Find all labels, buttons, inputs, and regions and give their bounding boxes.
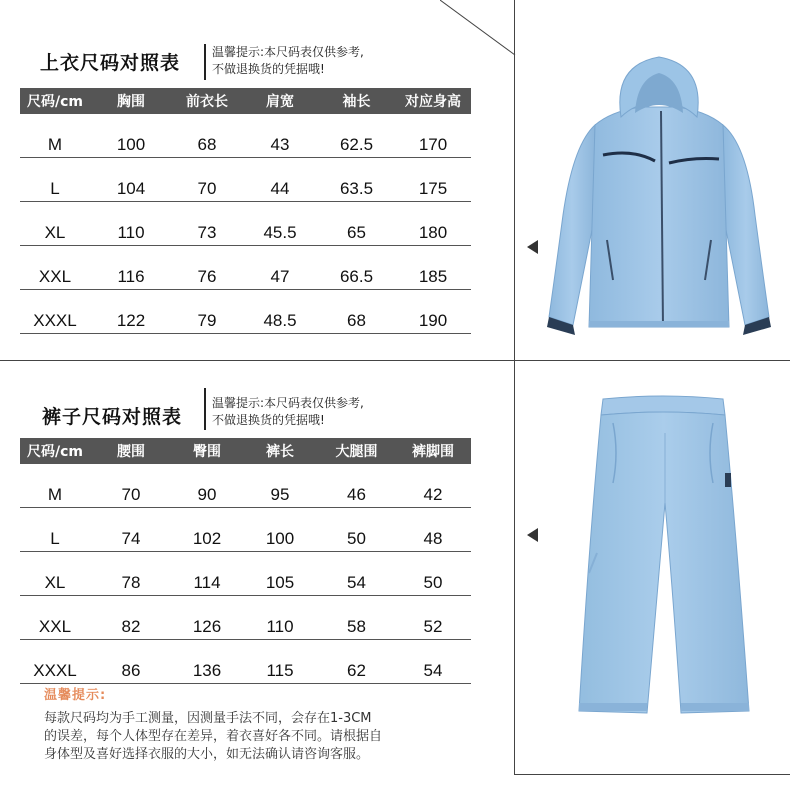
table-cell: L [20,158,90,202]
table-cell: 54 [395,640,471,684]
table-row [20,290,471,334]
table-row [20,464,471,508]
table-cell: 86 [90,640,172,684]
table-cell: 43 [242,114,318,158]
pants-chart-title: 裤子尺码对照表 [42,406,183,428]
table-row [20,246,471,290]
table-cell: 79 [172,290,242,334]
table-cell: M [20,114,90,158]
tip-line: 不做退换货的凭据哦! [212,62,325,76]
table-cell: 47 [242,246,318,290]
table-row [20,114,471,158]
jacket-tip [212,44,364,78]
table-cell: 74 [90,508,172,552]
table-cell: 90 [172,464,242,508]
table-cell: 70 [172,158,242,202]
tip-line: 温馨提示:本尺码表仅供参考, [212,396,364,410]
tip-line: 温馨提示:本尺码表仅供参考, [212,45,364,59]
table-cell: XXL [20,246,90,290]
table-row [20,158,471,202]
table-cell: 126 [172,596,242,640]
note-text [44,710,382,764]
table-row [20,596,471,640]
table-row [20,508,471,552]
table-cell: 185 [395,246,471,290]
table-cell: 78 [90,552,172,596]
table-cell: 44 [242,158,318,202]
table-cell: 76 [172,246,242,290]
pointer-arrow-icon [527,528,538,542]
column-header: 对应身高 [395,88,471,114]
pants-size-table [20,438,471,684]
tip-line: 不做退换货的凭据哦! [212,413,325,427]
table-cell: 48 [395,508,471,552]
table-cell: XXL [20,596,90,640]
note-title: 温馨提示: [44,688,107,703]
pants-tip [212,395,364,429]
table-cell: 175 [395,158,471,202]
table-cell: 46 [318,464,395,508]
table-cell: 82 [90,596,172,640]
table-cell: 100 [242,508,318,552]
table-cell: 115 [242,640,318,684]
table-cell: 100 [90,114,172,158]
table-cell: 104 [90,158,172,202]
column-header: 裤长 [242,438,318,464]
table-cell: XXXL [20,290,90,334]
pants-image [573,393,753,723]
column-header: 尺码/cm [20,438,90,464]
jacket-image [543,55,775,340]
table-cell: 48.5 [242,290,318,334]
column-header: 裤脚围 [395,438,471,464]
table-cell: 45.5 [242,202,318,246]
table-cell: 110 [242,596,318,640]
table-cell: 190 [395,290,471,334]
table-cell: 114 [172,552,242,596]
table-cell: XXXL [20,640,90,684]
table-cell: 122 [90,290,172,334]
column-header: 胸围 [90,88,172,114]
column-header: 腰围 [90,438,172,464]
table-cell: 54 [318,552,395,596]
table-cell: 116 [90,246,172,290]
table-cell: 136 [172,640,242,684]
note-line: 每款尺码均为手工测量，因测量手法不同，会存在1-3CM [44,711,372,726]
column-header: 前衣长 [172,88,242,114]
corner-diagonal-line [440,0,530,60]
column-header: 臀围 [172,438,242,464]
table-cell: 105 [242,552,318,596]
table-cell: 66.5 [318,246,395,290]
frame-divider-bottom [514,774,790,775]
column-header: 肩宽 [242,88,318,114]
table-cell: 68 [318,290,395,334]
table-cell: 102 [172,508,242,552]
table-cell: 110 [90,202,172,246]
table-row [20,202,471,246]
column-header: 大腿围 [318,438,395,464]
tip-divider [204,388,206,430]
table-cell: 50 [318,508,395,552]
jacket-size-table [20,88,471,334]
table-cell: XL [20,552,90,596]
table-cell: 50 [395,552,471,596]
table-cell: 63.5 [318,158,395,202]
note-line: 的误差，每个人体型存在差异，着衣喜好各不同。请根据自 [44,729,383,744]
column-header: 袖长 [318,88,395,114]
table-cell: 62 [318,640,395,684]
table-cell: 73 [172,202,242,246]
table-cell: 58 [318,596,395,640]
column-header: 尺码/cm [20,88,90,114]
table-cell: 95 [242,464,318,508]
table-cell: XL [20,202,90,246]
table-cell: 62.5 [318,114,395,158]
note-line: 身体型及喜好选择衣服的大小，如无法确认请咨询客服。 [44,747,370,762]
tip-divider [204,44,206,80]
table-cell: 70 [90,464,172,508]
frame-divider-vertical-bottom [514,360,515,774]
table-cell: 170 [395,114,471,158]
table-row [20,640,471,684]
pointer-arrow-icon [527,240,538,254]
table-cell: L [20,508,90,552]
frame-divider-horizontal [0,360,790,361]
table-row [20,552,471,596]
table-cell: 65 [318,202,395,246]
table-cell: 180 [395,202,471,246]
table-cell: 68 [172,114,242,158]
table-cell: M [20,464,90,508]
jacket-chart-title: 上衣尺码对照表 [40,52,181,74]
table-cell: 52 [395,596,471,640]
table-cell: 42 [395,464,471,508]
